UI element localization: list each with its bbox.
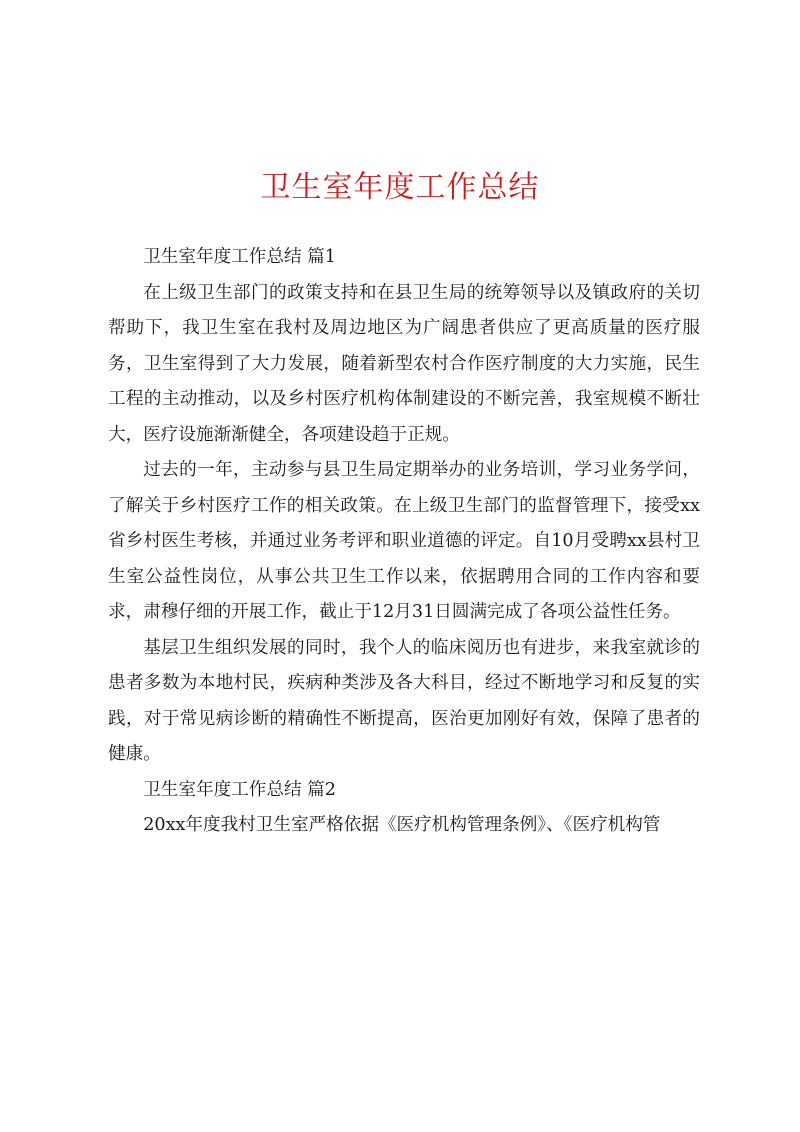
- paragraph: 在上级卫生部门的政策支持和在县卫生局的统筹领导以及镇政府的关切帮助下，我卫生室在我村及周边地区为广阔患者供应了更高质量的医疗服务，卫生室得到了大力发展，随着新型农村合作医疗制度的大力实施，民生工程的主动推动，以及乡村医疗机构体制建设的不断完善，我室规模不断壮大，医疗设施渐渐健全，各项建设趋于正规。: [108, 282, 700, 445]
- section-heading: 卫生室年度工作总结 篇1: [143, 247, 336, 267]
- document-title: 卫生室年度工作总结: [260, 170, 540, 205]
- paragraph: 基层卫生组织发展的同时，我个人的临床阅历也有进步，来我室就诊的患者多数为本地村民，疾病种类涉及各大科目，经过不断地学习和反复的实践，对于常见病诊断的精确性不断提高，医治更加刚好有效，保障了患者的健康。: [108, 637, 700, 764]
- document-body: [108, 240, 700, 844]
- section-heading: 卫生室年度工作总结 篇2: [143, 779, 336, 800]
- paragraph: 过去的一年，主动参与县卫生局定期举办的业务培训，学习业务学问，了解关于乡村医疗工作的相关政策。在上级卫生部门的监督管理下，接受xx省乡村医生考核，并通过业务考评和职业道德的评定。自10月受聘xx县村卫生室公益性岗位，从事公共卫生工作以来，依据聘用合同的工作内容和要求，肃穆仔细的开展工作，截止于12月31日圆满完成了各项公益性任务。: [108, 460, 700, 622]
- paragraph: 20xx年度我村卫生室严格依据《医疗机构管理条例》、《医疗机构管: [143, 815, 661, 835]
